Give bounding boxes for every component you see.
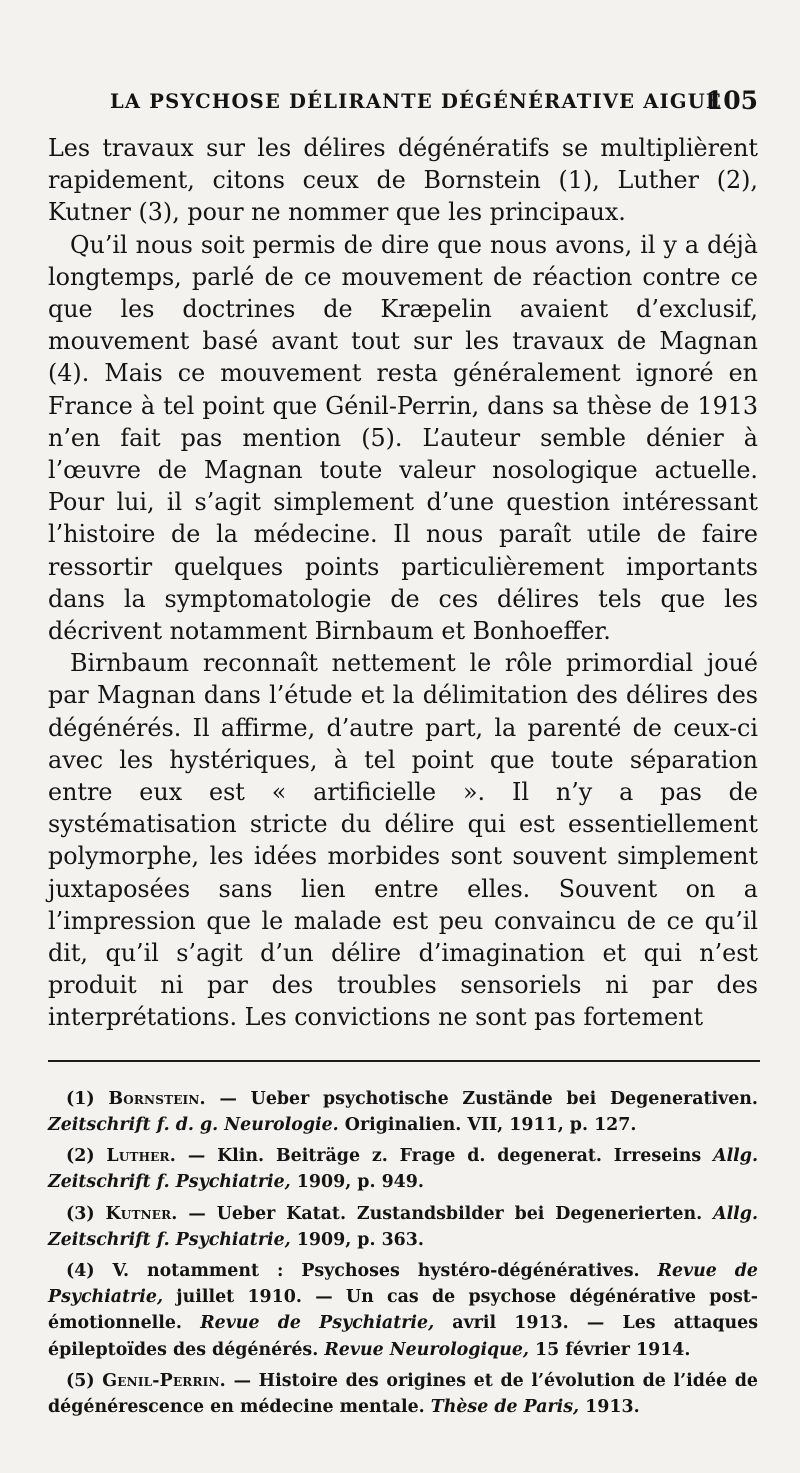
footnote-journal: Thèse de Paris, [430, 1396, 580, 1417]
footnote-text: V. notamment : Psychoses hystéro-dégénératives. [112, 1260, 658, 1281]
footnote-rule [48, 1060, 760, 1062]
footnote-text: juillet 1910. — Un cas de psychose dégénérative post-émotionnelle. [48, 1287, 758, 1334]
footnote-text: 1913. [579, 1396, 640, 1417]
footnote-number: (5) [66, 1370, 95, 1391]
footnote-text: — Histoire des origines et de l’évolution de l’idée de dégénérescence en médecine mentale. [48, 1370, 758, 1417]
footnote-number: (2) [66, 1146, 95, 1167]
footnote-journal: Allg. Zeitschrift f. Psychiatrie, [48, 1146, 758, 1193]
running-title: LA PSYCHOSE DÉLIRANTE DÉGÉNÉRATIVE AIGUE [110, 90, 722, 113]
footnote-author: Bornstein. [108, 1088, 206, 1109]
paragraph-birnbaum: Birnbaum reconnaît nettement le rôle primordial joué par Magnan dans l’étude et la délimitation des délires des dégénérés. Il affirme, d’autre part, la parenté de ceux-ci avec les hystériques, à tel point que toute séparation entre eux est « artificielle ». Il n’y a pas de systématisation stricte du délire qui est essentiellement polymorphe, les idées morbides sont souvent simplement juxtaposées sans lien entre elles. Souvent on a l’impression que le malade est peu convaincu de ce qu’il dit, qu’il s’agit d’un délire d’imagination et qui n’est produit ni par des troubles sensoriels ni par des interprétations. Les convictions ne sont pas fortement [48, 649, 758, 1032]
footnote-journal: Allg. Zeitschrift f. Psychiatrie, [48, 1203, 758, 1250]
footnote-2 [48, 1143, 758, 1195]
footnote-author: Kutner. [105, 1203, 178, 1224]
footnote-1 [48, 1086, 758, 1138]
footnote-4 [48, 1258, 758, 1363]
footnote-journal: Revue de Psychiatrie, [48, 1260, 758, 1308]
footnote-text: 15 février 1914. [528, 1339, 691, 1360]
footnote-text: — Ueber psychotische Zustände bei Degenerativen. [205, 1088, 758, 1109]
footnote-text: 1909, p. 363. [290, 1229, 424, 1250]
footnote-text: avril 1913. — Les attaques épileptoïdes des dégénérés. [48, 1313, 759, 1360]
footnote-3 [48, 1201, 758, 1253]
running-head [48, 88, 758, 118]
footnote-text: — Klin. Beiträge z. Frage d. degenerat. Irreseins [175, 1146, 714, 1167]
footnote-5 [48, 1368, 758, 1420]
footnotes [48, 1086, 758, 1420]
body-text [48, 132, 758, 1034]
footnote-author: Luther. [106, 1146, 176, 1167]
footnote-journal: Zeitschrift f. d. g. Neurologie. [48, 1114, 339, 1135]
footnote-text: Originalien. VII, 1911, p. 127. [338, 1114, 637, 1135]
footnote-text: — Ueber Katat. Zustandsbilder bei Degenerierten. [177, 1203, 714, 1224]
page-number: 105 [705, 86, 758, 115]
footnote-number: (3) [66, 1203, 95, 1224]
footnote-journal: Revue Neurologique, [324, 1339, 529, 1360]
paragraph-continuation: Les travaux sur les délires dégénératifs se multiplièrent rapidement, citons ceux de Bornstein (1), Luther (2), Kutner (3), pour ne nommer que les principaux. [48, 134, 758, 227]
footnote-number: (4) [66, 1260, 95, 1281]
footnote-number: (1) [66, 1088, 95, 1109]
footnote-text: 1909, p. 949. [290, 1172, 424, 1193]
footnote-journal: Revue de Psychiatrie, [200, 1313, 435, 1334]
footnote-author: Genil-Perrin. [102, 1370, 226, 1391]
paragraph-kraepelin-reaction: Qu’il nous soit permis de dire que nous avons, il y a déjà longtemps, parlé de ce mouvement de réaction contre ce que les doctrines de Kræpelin avaient d’exclusif, mouvement basé avant tout sur les travaux de Magnan (4). Mais ce mouvement resta généralement ignoré en France à tel point que Génil-Perrin, dans sa thèse de 1913 n’en fait pas mention (5). L’auteur semble dénier à l’œuvre de Magnan toute valeur nosologique actuelle. Pour lui, il s’agit simplement d’une question intéressant l’histoire de la médecine. Il nous paraît utile de faire ressortir quelques points particulièrement importants dans la symptomatologie de ces délires tels que les décrivent notamment Birnbaum et Bonhoeffer. [48, 230, 758, 646]
